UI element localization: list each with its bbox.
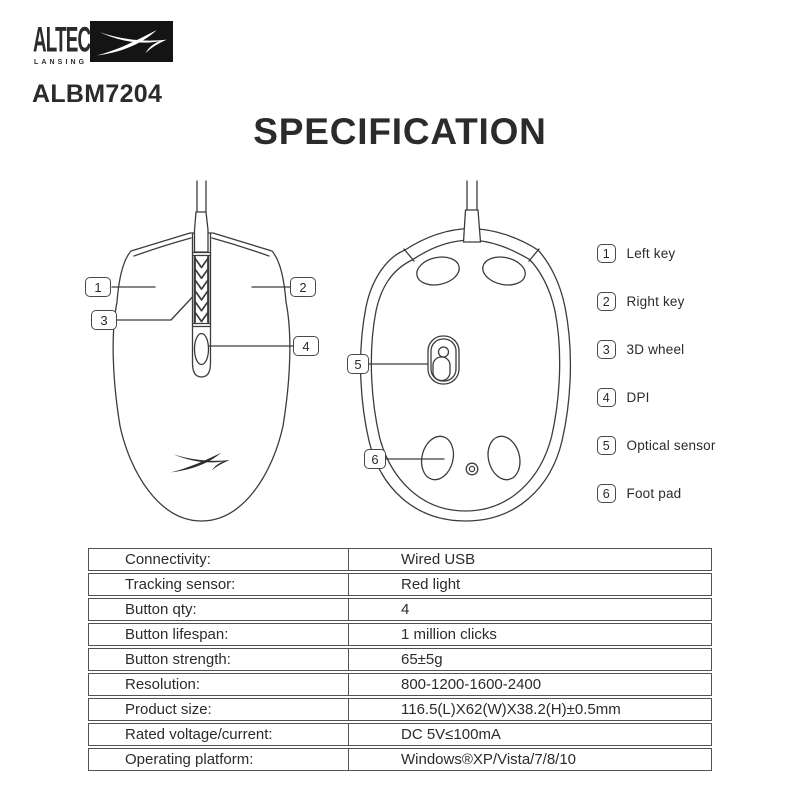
spec-value: 4 — [348, 598, 712, 621]
spec-value: 1 million clicks — [348, 623, 712, 646]
spec-row — [88, 548, 712, 571]
legend-item — [597, 340, 716, 359]
spec-value: Windows®XP/Vista/7/8/10 — [348, 748, 712, 771]
spec-value: Red light — [348, 573, 712, 596]
foot-pad — [414, 253, 462, 288]
spec-row — [88, 723, 712, 746]
legend-label: Foot pad — [626, 486, 682, 501]
brand-logo-box — [90, 21, 173, 62]
page-title: SPECIFICATION — [253, 111, 547, 152]
spec-label: Tracking sensor: — [88, 573, 348, 596]
spec-label: Button lifespan: — [88, 623, 348, 646]
legend-num: 3 — [597, 340, 616, 359]
spec-row — [88, 573, 712, 596]
legend-item — [597, 484, 716, 503]
legend-item — [597, 388, 716, 407]
mouse-top-view — [113, 181, 290, 521]
spec-table — [88, 546, 712, 773]
legend-item — [597, 244, 716, 263]
callout-6: 6 — [364, 449, 386, 469]
spec-row — [88, 698, 712, 721]
legend-label: Right key — [626, 294, 685, 309]
dpi-button — [195, 334, 209, 365]
altec-swoosh-mark — [171, 453, 230, 473]
spec-row — [88, 673, 712, 696]
bottom-inner-outline — [371, 240, 559, 511]
foot-pad — [480, 253, 528, 288]
callout-5: 5 — [347, 354, 369, 374]
spec-label: Rated voltage/current: — [88, 723, 348, 746]
cable — [197, 181, 206, 212]
cable-plug — [195, 212, 209, 252]
shell-corner-seams — [404, 249, 539, 261]
spec-label: Product size: — [88, 698, 348, 721]
legend-label: 3D wheel — [626, 342, 685, 357]
brand-subname: LANSING — [34, 59, 88, 66]
scroll-wheel-texture — [196, 259, 208, 322]
screw-hole — [466, 463, 478, 475]
legend-num: 5 — [597, 436, 616, 455]
spec-value: 800-1200-1600-2400 — [348, 673, 712, 696]
mouse-bottom-view — [361, 181, 571, 521]
legend-num: 2 — [597, 292, 616, 311]
callout-1: 1 — [85, 277, 111, 297]
legend-num: 6 — [597, 484, 616, 503]
spec-row — [88, 623, 712, 646]
spec-label: Button qty: — [88, 598, 348, 621]
cable-plug — [464, 210, 481, 242]
model-number: ALBM7204 — [32, 80, 163, 108]
foot-pad — [417, 433, 458, 483]
legend-num: 1 — [597, 244, 616, 263]
spec-label: Button strength: — [88, 648, 348, 671]
spec-label: Connectivity: — [88, 548, 348, 571]
legend-num: 4 — [597, 388, 616, 407]
bottom-outer-outline — [361, 229, 571, 522]
spec-value: 116.5(L)X62(W)X38.2(H)±0.5mm — [348, 698, 712, 721]
spec-label: Resolution: — [88, 673, 348, 696]
spec-row — [88, 598, 712, 621]
spec-label: Operating platform: — [88, 748, 348, 771]
legend-label: Optical sensor — [626, 438, 716, 453]
legend-label: DPI — [626, 390, 650, 405]
callout-lines — [112, 287, 444, 459]
brand-name: ALTEC — [33, 18, 91, 60]
wheel-slot-top-edge — [193, 253, 211, 256]
callout-3: 3 — [91, 310, 117, 330]
spec-row — [88, 748, 712, 771]
spec-value: 65±5g — [348, 648, 712, 671]
legend-item — [597, 436, 716, 455]
cable — [467, 181, 477, 210]
legend — [597, 244, 716, 503]
legend-item — [597, 292, 716, 311]
callout-2: 2 — [290, 277, 316, 297]
callout-line-3 — [117, 297, 193, 320]
optical-sensor — [428, 336, 459, 384]
legend-label: Left key — [626, 246, 676, 261]
spec-row — [88, 648, 712, 671]
foot-pad — [484, 433, 525, 483]
callout-4: 4 — [293, 336, 319, 356]
spec-value: Wired USB — [348, 548, 712, 571]
altec-lansing-logo — [33, 18, 233, 69]
wheel-slot-bottom-edge — [193, 324, 211, 327]
spec-value: DC 5V≤100mA — [348, 723, 712, 746]
altec-swoosh-icon — [94, 24, 170, 60]
